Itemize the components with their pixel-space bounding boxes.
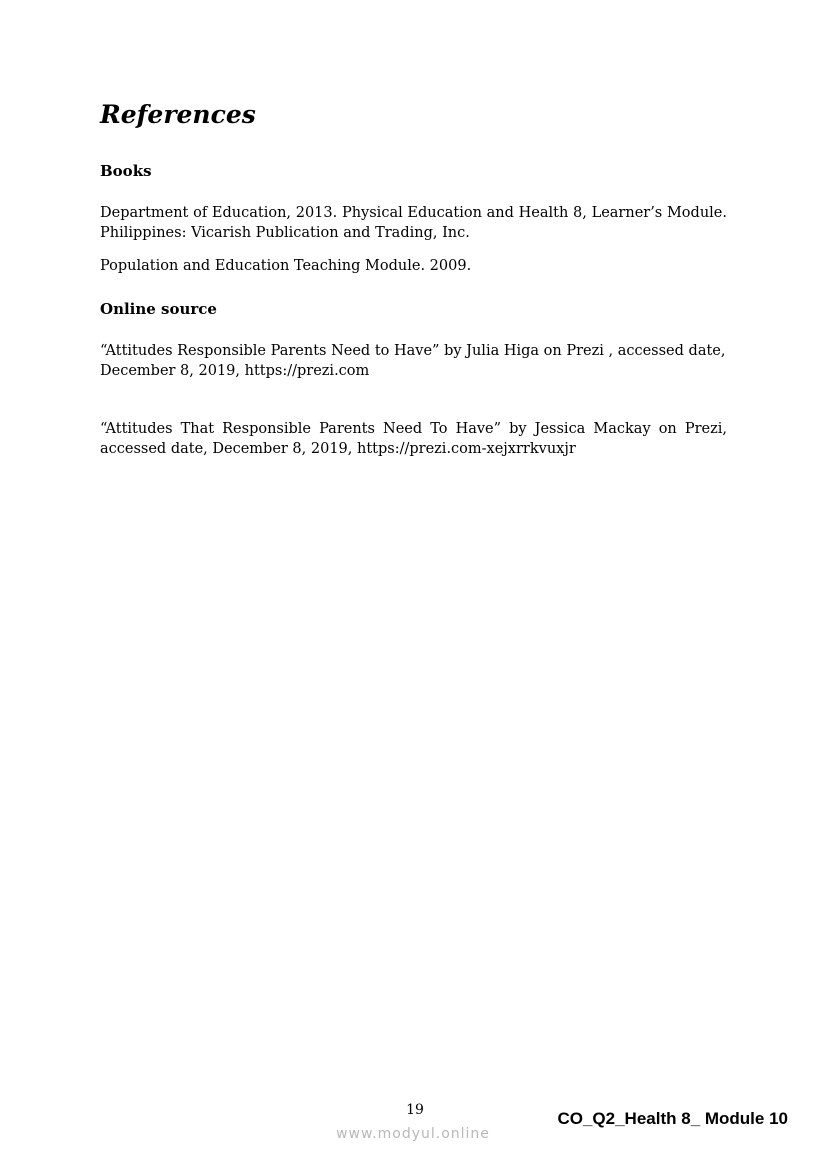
page-title: References [100,100,256,129]
section-heading-online-source: Online source [100,300,217,318]
reference-entry: “Attitudes That Responsible Parents Need To Have” by Jessica Mackay on Prezi, accessed date, December 8, 2019, https://prezi.com-xejxrrkvuxjr [100,421,727,457]
watermark: www.modyul.online [336,1126,490,1142]
section-heading-books: Books [100,162,152,180]
reference-entry: Population and Education Teaching Module. 2009. [100,258,472,274]
reference-entry: “Attitudes Responsible Parents Need to Have” by Julia Higa on Prezi , accessed date, December 8, 2019, https://prezi.com [100,343,726,379]
module-code: CO_Q2_Health 8_ Module 10 [557,1109,788,1128]
page-number: 19 [406,1102,424,1118]
reference-entry: Department of Education, 2013. Physical Education and Health 8, Learner’s Module. Philippines: Vicarish Publication and Trading, Inc. [100,205,727,241]
